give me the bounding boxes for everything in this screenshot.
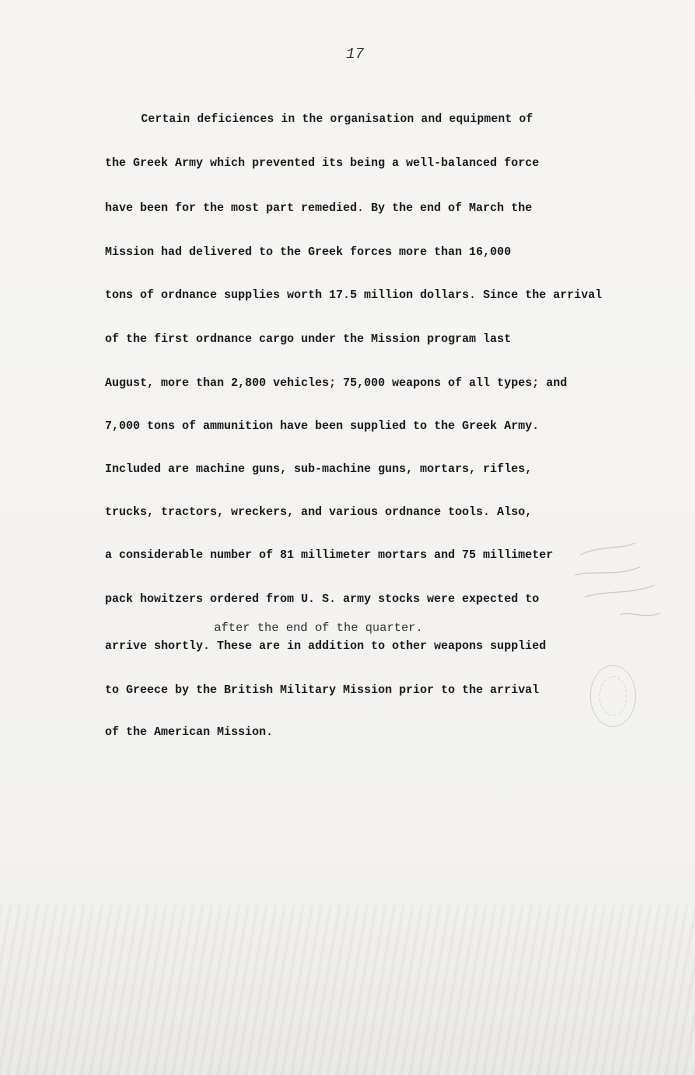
- text-line: of the American Mission.: [105, 726, 274, 739]
- text-line: trucks, tractors, wreckers, and various ordnance tools. Also,: [105, 506, 533, 519]
- text-line: have been for the most part remedied. By the end of March the: [105, 202, 533, 215]
- text-line: a considerable number of 81 millimeter mortars and 75 millimeter: [105, 549, 554, 562]
- archive-stamp: [590, 665, 636, 727]
- text-line: tons of ordnance supplies worth 17.5 million dollars. Since the arrival: [105, 289, 603, 302]
- text-line: Certain deficiences in the organisation and equipment of: [141, 113, 534, 126]
- text-line: pack howitzers ordered from U. S. army stocks were expected to: [105, 593, 540, 606]
- text-line: the Greek Army which prevented its being a well-balanced force: [105, 157, 540, 170]
- text-line: 7,000 tons of ammunition have been supplied to the Greek Army.: [105, 420, 540, 433]
- text-line: arrive shortly. These are in addition to other weapons supplied: [105, 640, 547, 653]
- pencil-annotation: [560, 515, 690, 645]
- page-number: 17: [346, 46, 365, 63]
- typed-insertion: after the end of the quarter.: [214, 621, 423, 635]
- paper-crease: [0, 905, 695, 1075]
- text-line: to Greece by the British Military Mission prior to the arrival: [105, 684, 540, 697]
- text-line: of the first ordnance cargo under the Mission program last: [105, 333, 512, 346]
- text-line: Mission had delivered to the Greek forces more than 16,000: [105, 246, 512, 259]
- text-line: August, more than 2,800 vehicles; 75,000 weapons of all types; and: [105, 377, 568, 390]
- text-line: Included are machine guns, sub-machine guns, mortars, rifles,: [105, 463, 533, 476]
